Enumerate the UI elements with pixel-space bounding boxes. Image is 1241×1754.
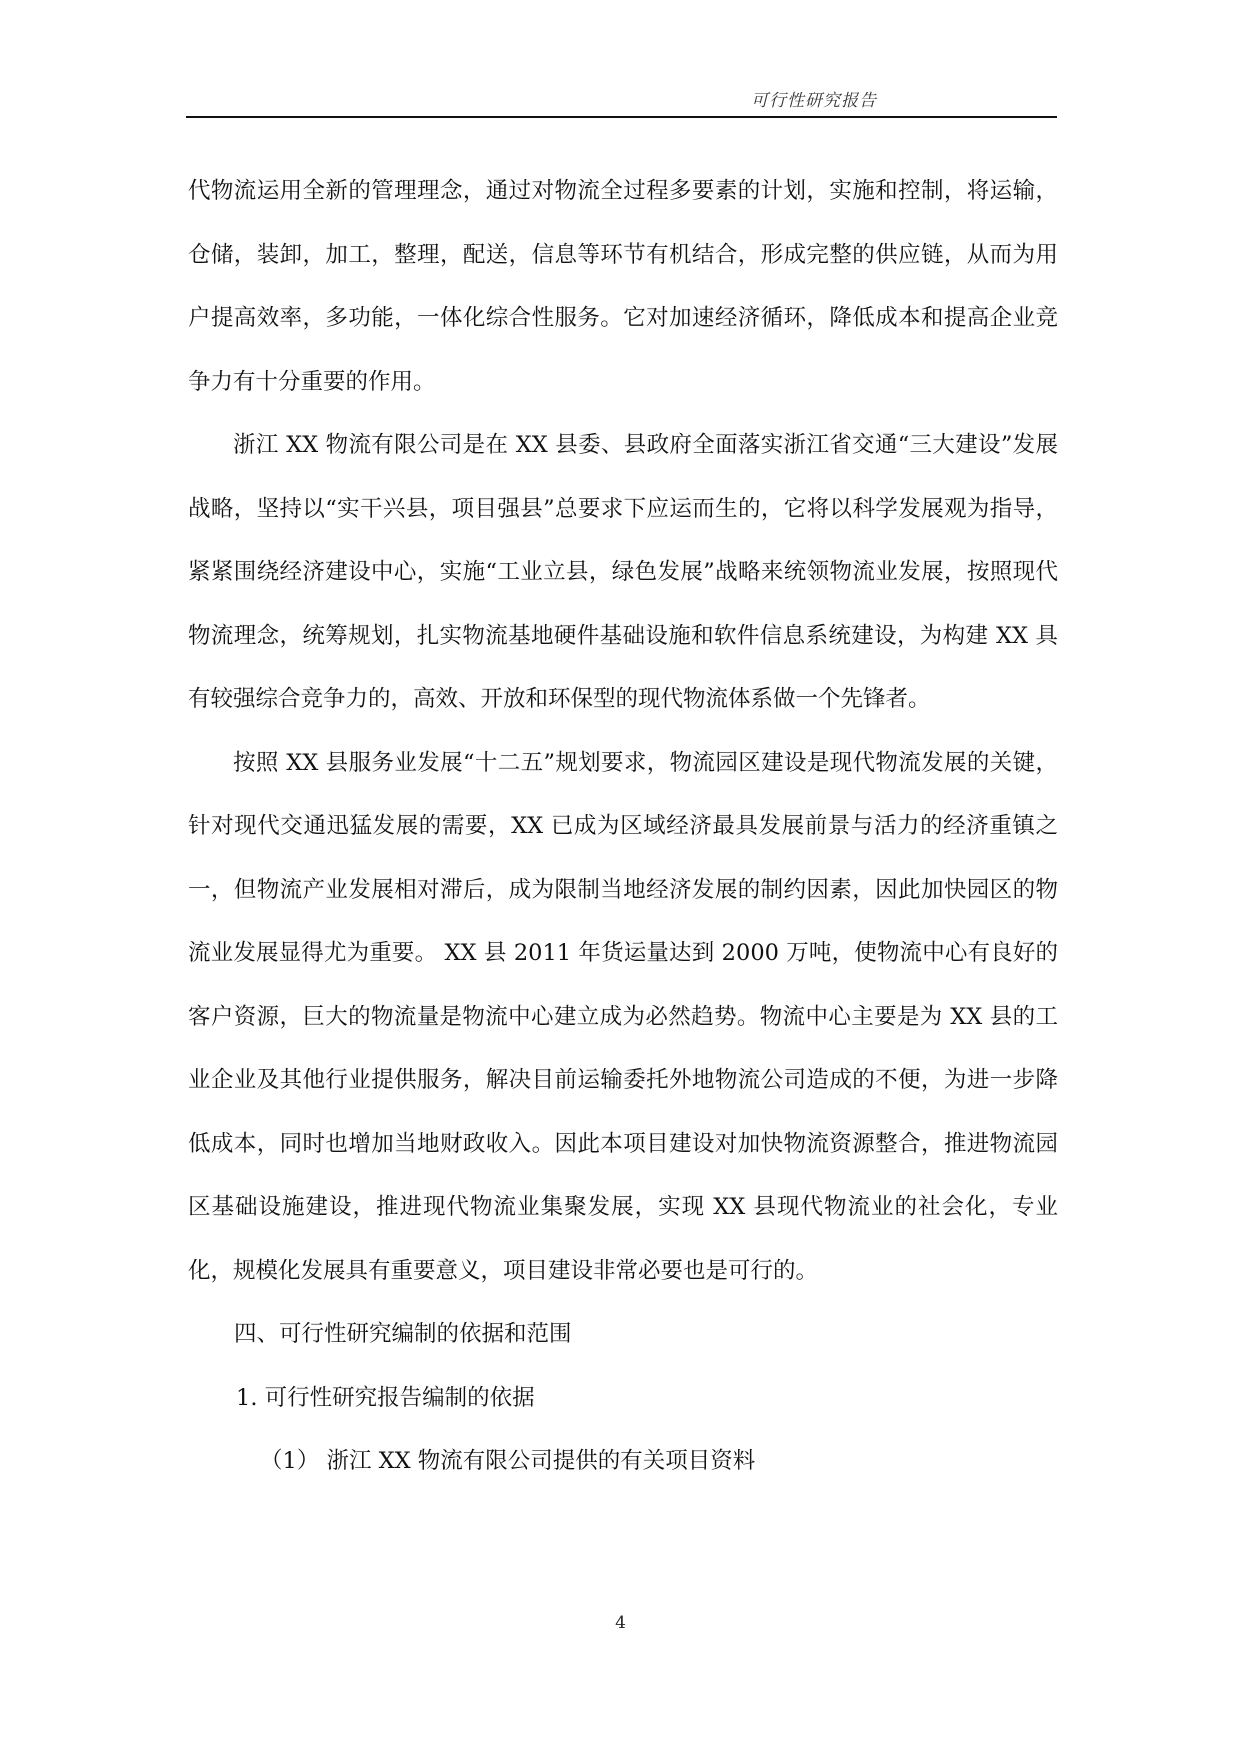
- list-item: （1） 浙江 XX 物流有限公司提供的有关项目资料: [260, 1448, 756, 1474]
- page-number: 4: [615, 1613, 626, 1633]
- page-body: [188, 160, 1058, 1494]
- body-paragraph-1: 代物流运用全新的管理理念，通过对物流全过程多要素的计划，实施和控制，将运输，仓储，装卸，加工，整理，配送，信息等环节有机结合，形成完整的供应链，从而为用户提高效率，多功能，一体化综合性服务。它对加速经济循环，降低成本和提高企业竞争力有十分重要的作用。: [188, 178, 1058, 395]
- header-rule: [186, 116, 1057, 118]
- section-heading: 四、可行性研究编制的依据和范围: [234, 1321, 572, 1347]
- running-header-title: 可行性研究报告: [751, 91, 877, 111]
- body-paragraph-3: 按照 XX 县服务业发展“十二五”规划要求，物流园区建设是现代物流发展的关键，针对现代交通迅猛发展的需要，XX 已成为区域经济最具发展前景与活力的经济重镇之一，但物流产业发展相对滞后，成为限制当地经济发展的制约因素，因此加快园区的物流业发展显得尤为重要。 XX 县 2011 年货运量达到 2000 万吨，使物流中心有良好的客户资源，巨大的物流量是物流中心建立成为必然趋势。物流中心主要是为 XX 县的工业企业及其他行业提供服务，解决目前运输委托外地物流公司造成的不便，为进一步降低成本，同时也增加当地财政收入。因此本项目建设对加快物流资源整合，推进物流园区基础设施建设，推进现代物流业集聚发展，实现 XX 县现代物流业的社会化，专业化，规模化发展具有重要意义，项目建设非常必要也是可行的。: [188, 749, 1058, 1284]
- subsection-heading: 1. 可行性研究报告编制的依据: [236, 1384, 535, 1411]
- body-paragraph-2: 浙江 XX 物流有限公司是在 XX 县委、县政府全面落实浙江省交通“三大建设”发展战略，坚持以“实干兴县，项目强县”总要求下应运而生的，它将以科学发展观为指导，紧紧围绕经济建设中心，实施“工业立县，绿色发展”战略来统领物流业发展，按照现代物流理念，统筹规划，扎实物流基地硬件基础设施和软件信息系统建设，为构建 XX 具有较强综合竞争力的，高效、开放和环保型的现代物流体系做一个先锋者。: [188, 432, 1058, 712]
